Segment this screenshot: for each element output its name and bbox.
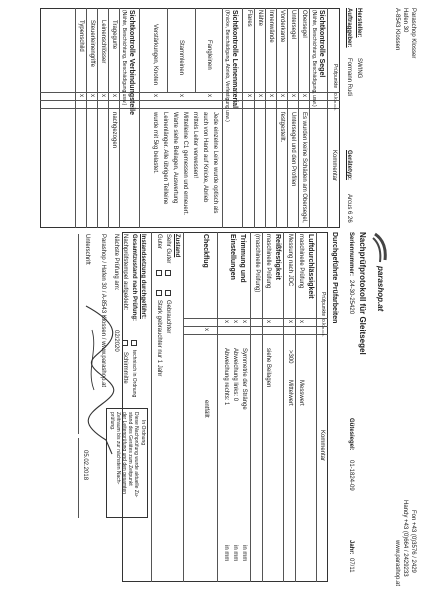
trimmung-row-unit: in mm xyxy=(241,545,247,562)
parashop-logo-icon xyxy=(372,232,388,264)
segel-row-comment: Es wurden keine Schäden am Obersegel, xyxy=(301,112,307,223)
leinen-row-ok: x xyxy=(178,94,184,97)
col-kommentar-right: Kommentar xyxy=(319,430,325,462)
verbindung-row-label: Tragegurte xyxy=(111,20,117,50)
reissfest-row-ok: x xyxy=(265,320,271,323)
col-pruefpunkte-left: Prüfpunkte xyxy=(332,64,338,89)
reissfest-row-label: maschinelle Prüfung xyxy=(265,234,271,289)
leinen-row-label: Stammleinen xyxy=(178,40,184,76)
zustand-option-sehr-gut: Sehr Guter xyxy=(165,234,171,264)
segel-subtitle: (Nähte, Beschichtung, Beschädigung, usw.) xyxy=(311,10,317,107)
reissfest-row-comment: siehe Beilagen xyxy=(265,348,271,388)
luft-row-label: maschinelle Prüfung xyxy=(298,234,304,289)
luft-title: Luftdurchlässigkeit xyxy=(307,234,314,299)
company-name: Paraschop Klosser xyxy=(410,8,416,59)
segel-row-label: Nähte xyxy=(257,10,263,27)
legal-note-line: der Leitenprüfung und den gesamten xyxy=(121,412,127,495)
trimmung-row-comment: Symmetrie der Stränge xyxy=(241,348,247,410)
guetesiegel-label: Gütesiegel: xyxy=(348,418,354,451)
segel-row-comment: Untersegel und den Profilen xyxy=(290,112,296,187)
geraetetyp-value: Arcus 6 26 xyxy=(346,194,352,223)
col-nok-left: n.o.k. xyxy=(333,101,338,111)
leinen-comment-line: mittels Leiter verwessen! xyxy=(192,112,198,179)
segel-row-ok: x xyxy=(279,94,285,97)
checkflug-title: Checkflug xyxy=(202,234,209,268)
luft-row-c1: Messwert xyxy=(298,380,304,406)
checkflug-nok: x xyxy=(203,328,209,331)
col-nok-right: n.o.k. xyxy=(321,327,326,337)
segel-row-label: Innenwände xyxy=(268,10,274,43)
leinen-title: Sichtkontrolle Leinenmaterial xyxy=(231,10,238,109)
instand-gesamt: Gesamtzustand nach Prüfung: xyxy=(131,234,137,322)
leinen-comment-line: Warte siehe Beilagen, Auswertung xyxy=(172,112,178,204)
trimmung-row-unit: in mm xyxy=(223,545,229,562)
year-value: 07/11 xyxy=(348,558,354,573)
segel-row-label: Flares xyxy=(246,10,252,27)
legal-note-line: Zeitraum bis zur nächsten Nach- xyxy=(115,412,121,485)
geraetetyp-label: Gerätetyp: xyxy=(346,150,352,181)
instand-naechste: Nächste Prüfung am: xyxy=(113,234,119,291)
verbindung-row-comment: nachgezogen xyxy=(111,112,117,149)
verbindung-subtitle: (Nähte, Beschichtung, Beschädigung usw.) xyxy=(121,10,127,106)
auftraggeber-label: Auftraggeber: xyxy=(346,8,352,48)
zustand-option-gut: Guter xyxy=(156,234,162,250)
instand-naechste-value: 02/2020 xyxy=(113,330,119,352)
leinen-row-ok: x xyxy=(206,94,212,97)
luft-row-c2: Mittelwert xyxy=(287,380,293,406)
segel-row-label: Untersegel xyxy=(290,10,296,40)
trimmung-row-ok: x xyxy=(223,320,229,323)
parashop-address: Parashop / Hafen 30 / A-8543 Klossen / www.parashop.at xyxy=(100,234,106,388)
legal-note-line: Diese Nachprüfung wurde aktuelle Zu- xyxy=(133,412,139,498)
reissfest-row-label: (maschinelle Prüfung) xyxy=(254,234,260,293)
hersteller-label: Hersteller: xyxy=(356,8,362,38)
trimmung-row-unit: in mm xyxy=(232,545,238,562)
year-label: Jahr: xyxy=(348,540,354,555)
segel-row-label: Obersegel xyxy=(301,10,307,38)
leinen-subtitle: (Knicke, Beschädigung, Abrieb, Verfestigung usw.) xyxy=(224,10,230,122)
instand-title: Instandsetzung durchgeführt: xyxy=(140,234,146,319)
leinen-comment-line: wurde mit 5kg belastet. xyxy=(152,112,158,174)
zustand-title: Zustand xyxy=(174,234,180,258)
section-title: Durchgeführte Prüfarbeiten xyxy=(331,232,338,324)
verbindung-row-ok: x xyxy=(78,94,84,97)
serial-value: 24-30-25420 xyxy=(348,280,354,315)
leinen-row-ok: x xyxy=(152,94,158,97)
luft-row-c1: >300 xyxy=(287,350,293,364)
luft-row-ok: x xyxy=(287,320,293,323)
segel-title: Sichtkontrolle Segel xyxy=(318,10,325,78)
leinen-comment-line: Leinenlänger. Alle übrigen Teilleine xyxy=(162,112,168,205)
legal-note-line: stand des Gerätes zum Zeitpunkt xyxy=(127,412,133,486)
note-top: technisch in Ordnung xyxy=(131,350,137,398)
company-website: www.parashop.at xyxy=(394,540,400,587)
company-address-1: Hafen 30 xyxy=(402,8,408,33)
instand-schirm: Schirmmitte xyxy=(122,352,128,384)
segel-row-ok: x xyxy=(290,94,296,97)
col-kommentar-left: Kommentar xyxy=(331,150,337,182)
segel-row-comment: festgestellt. xyxy=(279,112,285,143)
company-mobile: Handy +43 (0)664 / 2429233 xyxy=(402,500,408,577)
handwritten-signature xyxy=(68,300,128,460)
zustand-checkbox[interactable] xyxy=(156,270,162,276)
guetesiegel-value: 01-1824-09 xyxy=(348,460,354,491)
serial-label: Seriennummer: xyxy=(348,232,354,277)
legal-note-top: In Ordnung xyxy=(140,420,146,446)
segel-row-ok: x xyxy=(257,94,263,97)
hersteller-value: SWING xyxy=(356,58,362,79)
trimmung-title-2: Einstellungen xyxy=(229,234,236,280)
segel-row-ok: x xyxy=(301,94,307,97)
trimmung-title: Trimmung und xyxy=(239,234,246,283)
verbindung-row-label: Typenschild xyxy=(78,20,84,52)
leinen-comment-line: auch von Hand auf Knicke, Abrieb xyxy=(202,112,208,203)
segel-row-label: Vorderkante xyxy=(279,10,285,43)
logo-text: parashop.at xyxy=(376,266,385,312)
trimmung-row-comment: Abweichung links: 0 xyxy=(232,348,238,402)
reissfest-title: Reißfestigkeit xyxy=(274,234,281,280)
protocol-title: Nachprüfprotokoll für Gleitsegel xyxy=(358,232,367,355)
leinen-comment-line: Mittelleine C1 gemessen und erneuert. xyxy=(182,112,188,216)
zustand-checkbox[interactable] xyxy=(165,290,171,296)
leinen-comment-line: Jede einzelne Leine wurde optisch als xyxy=(212,112,218,214)
col-ok-right: o.k. xyxy=(320,319,326,328)
sign-date: 05.02.2018 xyxy=(82,450,88,481)
verbindung-row-ok: x xyxy=(89,94,95,97)
company-phone: Fon +43 (0)3576 / 2429 xyxy=(410,510,416,573)
leinen-row-label: Fangleinen xyxy=(206,40,212,70)
checkflug-comment: entfällt xyxy=(203,400,209,418)
verbindung-row-label: Steuerleinengriffe xyxy=(89,20,95,67)
trimmung-row-comment: Abweichung rechts: 1 xyxy=(223,348,229,406)
instand-nachpruef: Nachprüfstempel aufgeklebt: xyxy=(122,234,128,311)
auftraggeber-value: Formann Rudi xyxy=(346,58,352,97)
verbindung-title: Sichtkontrolle Verbindungsteile xyxy=(128,10,135,116)
trimmung-row-ok: x xyxy=(232,320,238,323)
legal-note-line: prüfung. xyxy=(109,412,115,431)
col-ok-left: o.k. xyxy=(332,93,338,102)
check-technisch[interactable] xyxy=(131,340,137,346)
verbindung-row-ok: x xyxy=(111,94,117,97)
segel-row-ok: x xyxy=(268,94,274,97)
trimmung-row-ok: x xyxy=(241,320,247,323)
zustand-option-gebraucht: Gebrauchter xyxy=(165,300,171,334)
leinen-row-label: Verstärkungen, Knoten xyxy=(152,24,158,86)
col-pruefpunkte-right: Prüfpunkte xyxy=(320,292,326,317)
zustand-checkbox[interactable] xyxy=(156,290,162,296)
segel-row-ok: x xyxy=(246,94,252,97)
luft-row-label: Messung nach JDC xyxy=(287,234,293,287)
verbindung-row-ok: x xyxy=(100,94,106,97)
luft-row-ok: x xyxy=(298,320,304,323)
verbindung-row-label: Leinenschlösser xyxy=(100,20,106,64)
signature-label: Unterschrift xyxy=(84,234,90,265)
zustand-checkbox[interactable] xyxy=(165,270,171,276)
company-address-2: A-8543 Klossen xyxy=(394,8,400,51)
zustand-option-stark: Stark gebrauchter nur 1 Jahr xyxy=(156,300,162,377)
